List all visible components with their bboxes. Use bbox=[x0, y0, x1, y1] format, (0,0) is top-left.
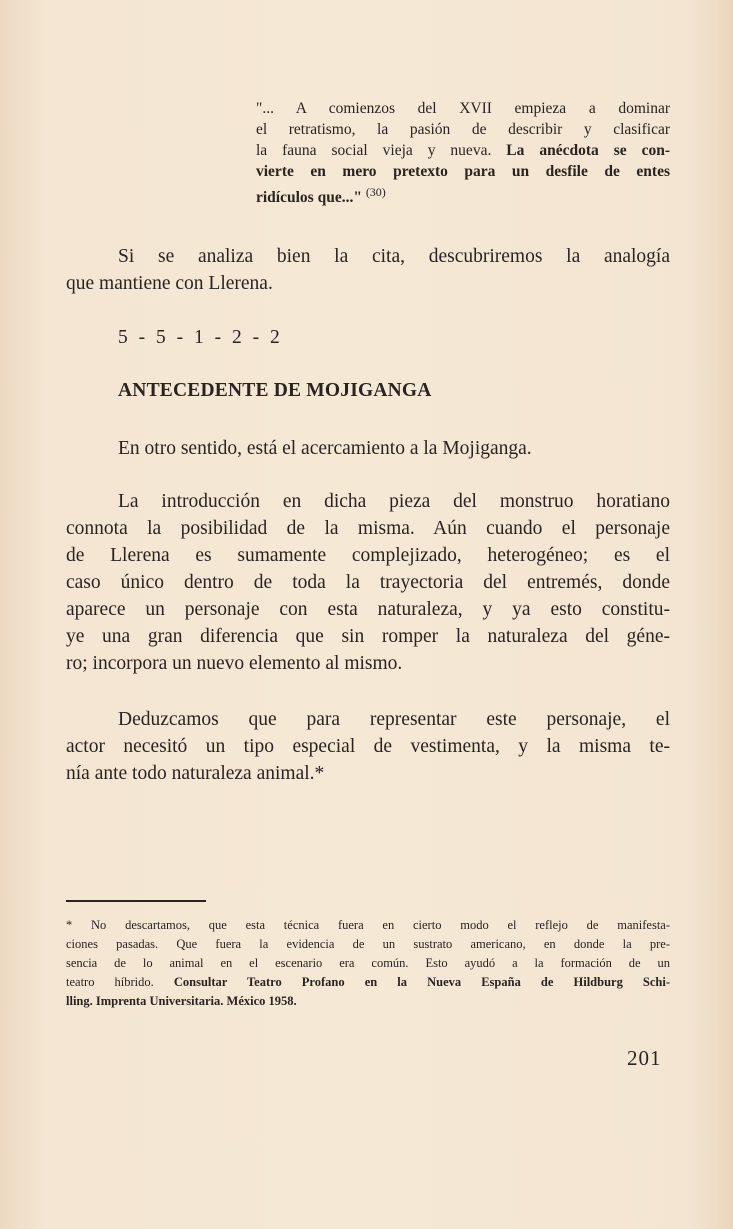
citation-number: (30) bbox=[365, 185, 386, 199]
paragraph-1 bbox=[66, 243, 670, 297]
footnote-reference: Consultar Teatro Profano en la Nueva España de Hildburg Schi- bbox=[173, 975, 670, 989]
footnote-divider bbox=[66, 900, 206, 902]
quote-bold-text: ridículos que..." bbox=[256, 189, 362, 206]
quote-line: vierte en mero pretexto para un desfile de entes bbox=[256, 163, 670, 180]
footnote-line: sencia de lo animal en el escenario era común. Esto ayudó a la formación de un bbox=[66, 956, 670, 970]
paragraph-line: connota la posibilidad de la misma. Aún cuando el personaje bbox=[66, 518, 670, 539]
quote-text: la fauna social vieja y nueva. bbox=[256, 142, 492, 159]
paragraph-line: ro; incorpora un nuevo elemento al mismo. bbox=[66, 653, 403, 674]
quote-line bbox=[256, 182, 670, 208]
quote-bold-text: La anécdota se con- bbox=[506, 142, 671, 159]
section-heading: ANTECEDENTE DE MOJIGANGA bbox=[118, 380, 432, 401]
paragraph-line: aparece un personaje con esta naturaleza, y ya esto constitu- bbox=[66, 599, 670, 620]
paragraph-3 bbox=[66, 488, 670, 677]
paragraph-line: En otro sentido, está el acercamiento a la Mojiganga. bbox=[118, 438, 532, 459]
paragraph-line: actor necesitó un tipo especial de vestimenta, y la misma te- bbox=[66, 736, 670, 757]
paragraph-line: La introducción en dicha pieza del monstruo horatiano bbox=[118, 491, 670, 512]
quote-line: el retratismo, la pasión de describir y clasificar bbox=[256, 121, 670, 138]
paragraph-line: Deduzcamos que para representar este personaje, el bbox=[118, 709, 670, 730]
footnote-line: * No descartamos, que esta técnica fuera en cierto modo el reflejo de manifesta- bbox=[66, 918, 670, 932]
footnote bbox=[66, 916, 670, 1011]
paragraph-line: nía ante todo naturaleza animal.* bbox=[66, 763, 325, 784]
paragraph-line: caso único dentro de toda la trayectoria del entremés, donde bbox=[66, 572, 670, 593]
paragraph-2 bbox=[66, 435, 670, 462]
section-number: 5 - 5 - 1 - 2 - 2 bbox=[118, 327, 283, 348]
footnote-line: ciones pasadas. Que fuera la evidencia de un sustrato americano, en donde la pre- bbox=[66, 937, 670, 951]
footnote-line bbox=[66, 973, 670, 992]
paragraph-line: que mantiene con Llerena. bbox=[66, 273, 273, 294]
page-number: 201 bbox=[627, 1046, 662, 1070]
quote-line: "... A comienzos del XVII empieza a dominar bbox=[256, 100, 670, 117]
paragraph-line: Si se analiza bien la cita, descubriremos la analogía bbox=[118, 246, 670, 267]
paragraph-line: ye una gran diferencia que sin romper la naturaleza del géne- bbox=[66, 626, 670, 647]
footnote-text: teatro híbrido. bbox=[66, 975, 154, 989]
paragraph-4 bbox=[66, 706, 670, 787]
footnote-line: lling. Imprenta Universitaria. México 1958. bbox=[66, 994, 297, 1008]
quote-line bbox=[256, 140, 670, 161]
block-quote bbox=[256, 98, 670, 208]
paragraph-line: de Llerena es sumamente complejizado, heterogéneo; es el bbox=[66, 545, 670, 566]
